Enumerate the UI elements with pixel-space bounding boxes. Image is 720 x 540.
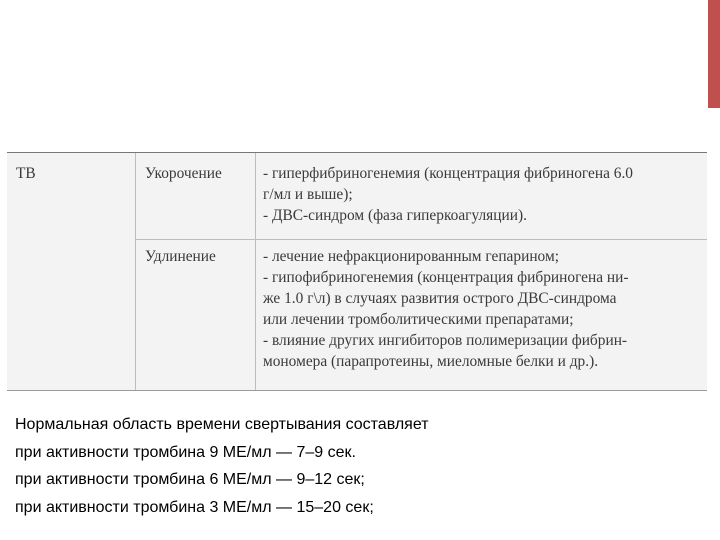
change-cell-shortening: Укорочение xyxy=(145,165,222,182)
description-line: или лечении тромболитическими препаратами; xyxy=(263,311,574,328)
description-cell-prolongation xyxy=(263,246,629,372)
description-cell-shortening xyxy=(263,163,633,226)
tv-table xyxy=(7,152,707,391)
column-divider xyxy=(135,153,136,390)
change-cell-prolongation: Удлинение xyxy=(145,248,216,265)
footer-line: при активности тромбина 3 МЕ/мл — 15–20 сек; xyxy=(15,498,374,516)
description-line: - влияние других ингибиторов полимеризации фибрин- xyxy=(263,332,628,349)
normal-range-text xyxy=(15,411,429,521)
accent-bar xyxy=(708,0,720,108)
footer-line: при активности тромбина 9 МЕ/мл — 7–9 сек. xyxy=(15,443,356,461)
description-line: г/мл и выше); xyxy=(263,186,353,203)
description-line: - лечение нефракционированным гепарином; xyxy=(263,248,559,265)
description-line: - гиперфибриногенемия (концентрация фибриногена 6.0 xyxy=(263,165,633,182)
description-line: - ДВС-синдром (фаза гиперкоагуляции). xyxy=(263,207,527,224)
column-divider xyxy=(255,153,256,390)
footer-line: при активности тромбина 6 МЕ/мл — 9–12 сек; xyxy=(15,471,365,488)
param-cell: ТВ xyxy=(16,165,36,182)
row-divider xyxy=(135,239,707,240)
description-line: - гипофибриногенемия (концентрация фибриногена ни- xyxy=(263,269,629,286)
description-line: же 1.0 г\л) в случаях развития острого ДВС-синдрома xyxy=(263,290,617,307)
description-line: мономера (парапротеины, миеломные белки и др.). xyxy=(263,353,599,370)
footer-line: Нормальная область времени свертывания составляет xyxy=(15,416,429,433)
